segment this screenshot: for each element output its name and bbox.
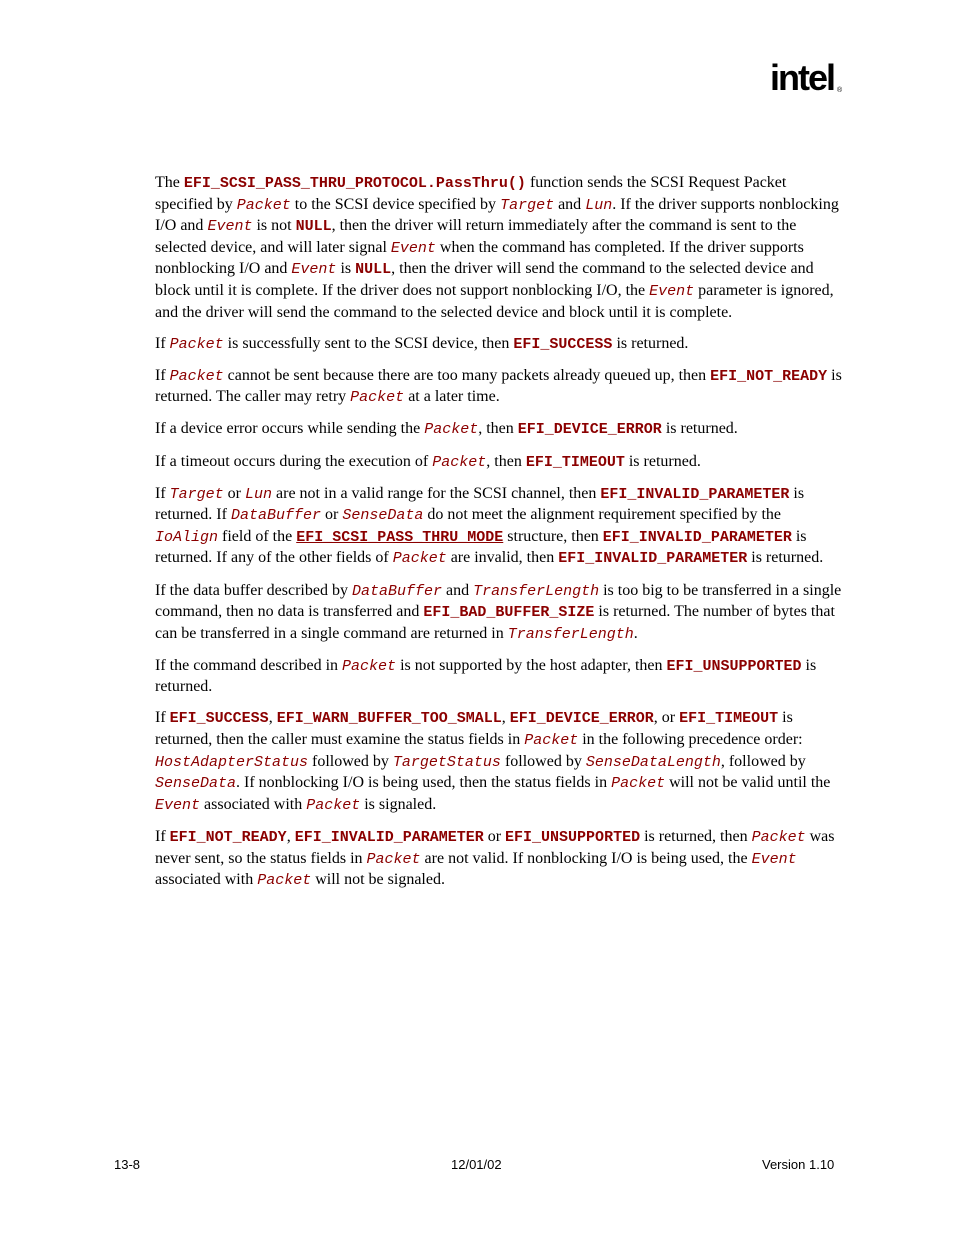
text-run: is returned.: [612, 334, 689, 352]
text-run: , then the driver will send the command to the selected device and block until it is complete. If the driver does not support nonblocking I/O, the: [155, 260, 814, 299]
text-run: ,: [286, 827, 295, 845]
code-argument: Packet: [342, 657, 397, 675]
text-run: is returned.: [155, 656, 817, 696]
code-keyword: EFI_INVALID_PARAMETER: [294, 828, 484, 846]
code-keyword: EFI_INVALID_PARAMETER: [602, 528, 792, 546]
text-run: If: [155, 709, 170, 727]
text-run: at a later time.: [404, 388, 500, 406]
text-run: will not be signaled.: [311, 871, 445, 889]
text-run: ,: [501, 709, 510, 727]
text-run: is returned, then: [640, 827, 752, 845]
text-run: If the command described in: [155, 656, 343, 674]
code-keyword: EFI_WARN_BUFFER_TOO_SMALL: [276, 710, 502, 728]
text-run: If a timeout occurs during the execution of: [155, 452, 433, 470]
code-argument: Target: [169, 485, 224, 503]
code-keyword: EFI_UNSUPPORTED: [666, 657, 802, 675]
text-run: is returned.: [661, 420, 738, 438]
text-run: , or: [653, 709, 680, 727]
code-argument: IoAlign: [155, 528, 219, 546]
code-argument: Event: [291, 261, 337, 279]
code-argument: Lun: [585, 196, 613, 214]
paragraph: [155, 484, 845, 570]
text-run: is returned.: [624, 452, 701, 470]
paragraph: [155, 334, 845, 356]
code-keyword: EFI_UNSUPPORTED: [505, 828, 641, 846]
text-run: If: [155, 334, 170, 352]
code-argument: DataBuffer: [351, 582, 442, 600]
text-run: and: [554, 195, 586, 213]
footer-date: 12/01/02: [451, 1157, 502, 1172]
code-keyword: EFI_SUCCESS: [513, 335, 613, 353]
text-run: . If nonblocking I/O is being used, then the status fields in: [236, 774, 612, 792]
text-run: or: [223, 484, 245, 502]
code-argument: TransferLength: [473, 582, 600, 600]
text-run: will not be valid until the: [665, 774, 831, 792]
code-keyword: EFI_INVALID_PARAMETER: [558, 550, 748, 568]
code-argument: Lun: [245, 485, 273, 503]
code-argument: DataBuffer: [230, 507, 321, 525]
text-run: field of the: [218, 527, 297, 545]
text-run: is not: [252, 217, 296, 235]
text-run: associated with: [200, 795, 307, 813]
text-run: to the SCSI device specified by: [290, 195, 501, 213]
code-keyword: EFI_SUCCESS: [169, 710, 269, 728]
code-keyword: EFI_TIMEOUT: [525, 453, 625, 471]
footer-page-number: 13-8: [114, 1157, 141, 1172]
text-run: is returned. If any of the other fields of: [155, 527, 807, 567]
code-argument: HostAdapterStatus: [155, 753, 309, 771]
text-run: is returned. If: [155, 484, 805, 524]
text-run: function sends the SCSI Request Packet specified by: [155, 174, 787, 213]
text-run: , then: [478, 420, 518, 438]
text-run: If: [155, 827, 170, 845]
code-argument: Packet: [432, 453, 487, 471]
code-argument: Packet: [392, 550, 447, 568]
footer-version: Version 1.10: [762, 1157, 835, 1172]
code-keyword: NULL: [295, 218, 332, 236]
intel-logo: [770, 58, 850, 104]
code-keyword: EFI_INVALID_PARAMETER: [600, 485, 790, 503]
text-run: .: [633, 624, 638, 642]
text-run: are not in a valid range for the SCSI channel, then: [272, 484, 601, 502]
text-run: followed by: [500, 752, 586, 770]
code-argument: TargetStatus: [392, 753, 501, 771]
paragraph: [155, 366, 845, 409]
code-argument: Packet: [257, 872, 312, 890]
text-run: If: [155, 366, 170, 384]
code-argument: Packet: [611, 775, 666, 793]
code-argument: Packet: [169, 367, 224, 385]
text-run: is returned. The caller may retry: [155, 366, 842, 406]
code-argument: Event: [649, 282, 695, 300]
paragraph: [155, 581, 845, 646]
text-run: If: [155, 484, 170, 502]
text-run: is returned.: [747, 549, 824, 567]
text-run: when the command has completed. If the driver supports nonblocking I/O and: [155, 238, 804, 278]
code-argument: Event: [207, 218, 253, 236]
text-run: If the data buffer described by: [155, 581, 352, 599]
code-argument: Packet: [236, 196, 291, 214]
code-argument: Packet: [350, 389, 405, 407]
code-argument: Target: [500, 196, 555, 214]
code-argument: Packet: [366, 850, 421, 868]
text-run: followed by: [308, 752, 393, 770]
text-run: was never sent, so the status fields in: [155, 827, 835, 867]
text-run: is: [336, 260, 356, 278]
code-keyword: EFI_DEVICE_ERROR: [509, 710, 654, 728]
intel-logo-registered-mark: ®: [837, 87, 843, 94]
code-keyword: EFI_NOT_READY: [710, 367, 828, 385]
intel-logo-text: intel: [770, 58, 835, 98]
text-run: is successfully sent to the SCSI device, then: [223, 334, 514, 352]
text-run: is too big to be transferred in a single command, then no data is transferred and: [155, 581, 842, 621]
paragraph: [155, 173, 845, 323]
code-link[interactable]: EFI_SCSI_PASS_THRU_MODE: [296, 528, 504, 546]
code-argument: Event: [390, 239, 436, 257]
code-argument: Packet: [524, 732, 579, 750]
code-keyword: NULL: [355, 261, 392, 279]
text-run: is not supported by the host adapter, then: [396, 656, 667, 674]
paragraph: [155, 827, 845, 892]
code-argument: TransferLength: [507, 625, 634, 643]
code-argument: Packet: [306, 796, 361, 814]
text-run: , followed by: [720, 752, 806, 770]
code-keyword: EFI_BAD_BUFFER_SIZE: [423, 604, 595, 622]
body-text: [155, 173, 845, 902]
text-run: , then: [486, 452, 526, 470]
text-run: structure, then: [503, 527, 603, 545]
code-argument: Packet: [169, 335, 224, 353]
text-run: do not meet the alignment requirement specified by the: [423, 506, 781, 524]
text-run: or: [483, 827, 506, 845]
code-argument: SenseData: [155, 775, 237, 793]
text-run: in the following precedence order:: [578, 731, 803, 749]
text-run: . If the driver supports nonblocking I/O and: [155, 195, 839, 235]
text-run: The: [155, 174, 184, 191]
paragraph: [155, 419, 845, 441]
text-run: is returned, then the caller must examine the status fields in: [155, 709, 793, 749]
text-run: is signaled.: [360, 795, 437, 813]
code-argument: SenseDataLength: [585, 753, 721, 771]
code-argument: Event: [155, 796, 201, 814]
code-argument: Packet: [424, 421, 479, 439]
text-run: ,: [268, 709, 277, 727]
text-run: or: [320, 506, 343, 524]
code-keyword: EFI_NOT_READY: [169, 828, 287, 846]
paragraph: [155, 452, 845, 474]
code-keyword: EFI_TIMEOUT: [679, 710, 779, 728]
text-run: parameter is ignored, and the driver will send the command to the selected device and block until it is complete.: [155, 281, 834, 321]
text-run: and: [441, 581, 474, 599]
text-run: , then the driver will return immediately after the command is sent to the selected device, and will later signal: [155, 217, 797, 256]
paragraph: [155, 656, 845, 698]
code-argument: SenseData: [342, 507, 424, 525]
text-run: If a device error occurs while sending the: [155, 420, 425, 438]
text-run: are not valid. If nonblocking I/O is being used, the: [420, 849, 752, 867]
text-run: associated with: [155, 871, 258, 889]
text-run: are invalid, then: [446, 549, 559, 567]
text-run: cannot be sent because there are too many packets already queued up, then: [223, 366, 711, 384]
text-run: is returned. The number of bytes that can be transferred in a single command are returned in: [155, 603, 835, 642]
code-keyword: EFI_SCSI_PASS_THRU_PROTOCOL.PassThru(): [183, 175, 526, 192]
code-argument: Packet: [751, 828, 806, 846]
code-argument: Event: [751, 850, 797, 868]
paragraph: [155, 708, 845, 816]
code-keyword: EFI_DEVICE_ERROR: [517, 421, 662, 439]
